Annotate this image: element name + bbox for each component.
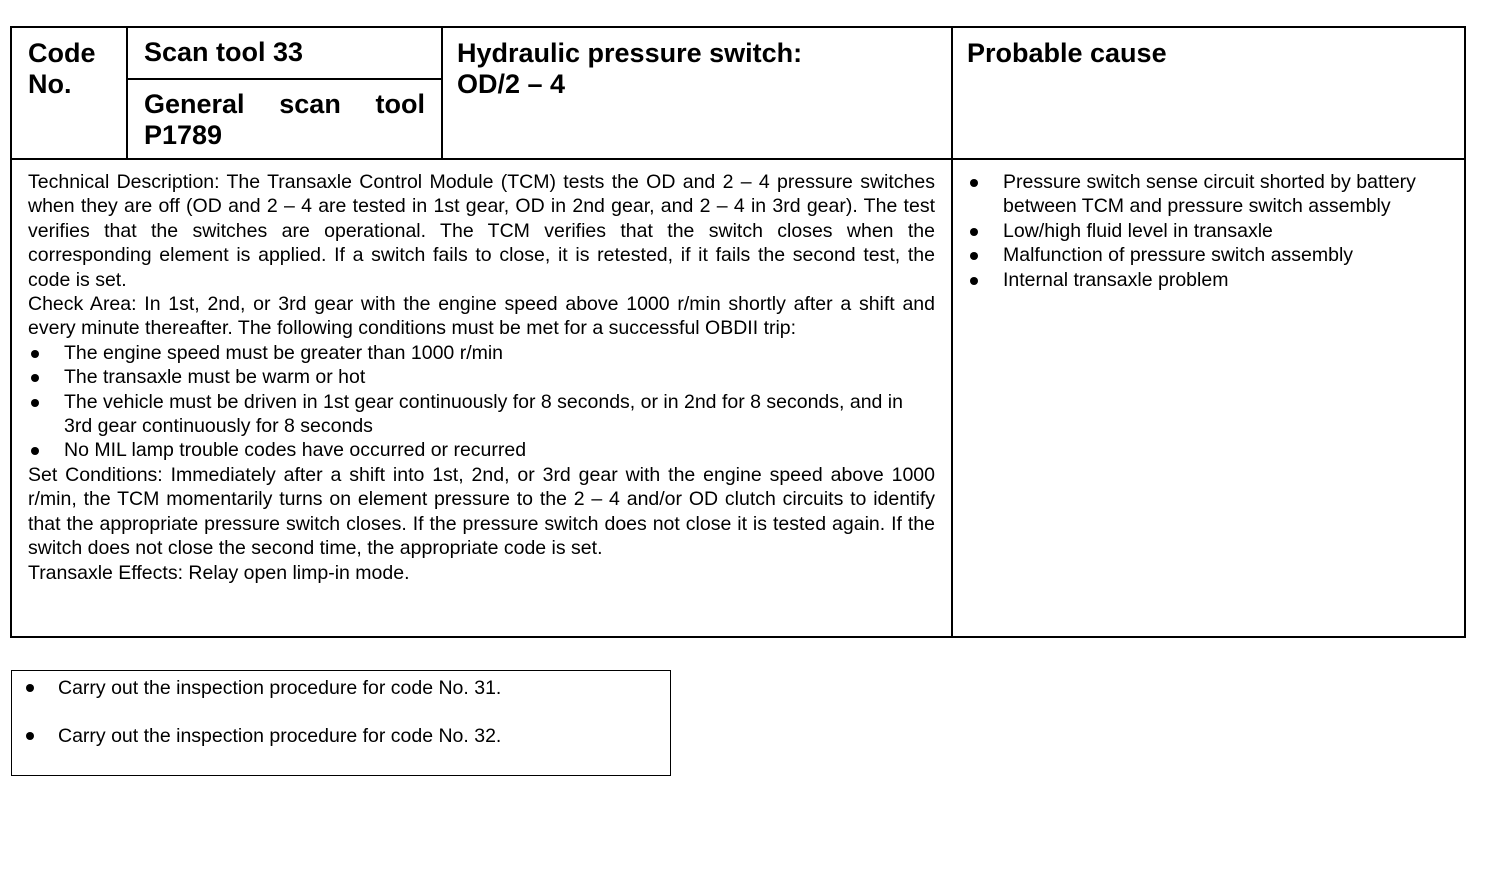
- general-scan-tool-header: [127, 79, 442, 159]
- bullet-icon: [31, 447, 39, 455]
- bullet-icon: [26, 732, 34, 740]
- switch-title-line1: Hydraulic pressure switch:: [457, 38, 803, 68]
- switch-title-header: [442, 27, 952, 159]
- cause-list: [967, 170, 1448, 292]
- code-no-header: [11, 27, 127, 159]
- list-item: Internal transaxle problem: [967, 268, 1448, 292]
- bullet-icon: [31, 374, 39, 382]
- list-item: The vehicle must be driven in 1st gear continuously for 8 seconds, or in 2nd for 8 seconds, and in 3rd gear continuously for 8 seconds: [28, 390, 935, 439]
- diagnostic-code-table: [10, 26, 1466, 638]
- scan-tool-33-header: Scan tool 33: [127, 27, 442, 79]
- inspection-item: Carry out the inspection procedure for code No. 31.: [24, 676, 501, 700]
- bullet-icon: [31, 350, 39, 358]
- list-item: Malfunction of pressure switch assembly: [967, 243, 1448, 267]
- switch-title-line2: OD/2 – 4: [457, 69, 566, 99]
- bullet-icon: [970, 179, 978, 187]
- list-item: Low/high fluid level in transaxle: [967, 219, 1448, 243]
- list-item: No MIL lamp trouble codes have occurred or recurred: [28, 438, 935, 462]
- general-scan-tool-label: General scan tool: [144, 89, 425, 119]
- list-item: The transaxle must be warm or hot: [28, 365, 935, 389]
- inspection-procedure-box: [11, 670, 671, 776]
- no-label: No.: [28, 69, 72, 99]
- technical-description: Technical Description: The Transaxle Control Module (TCM) tests the OD and 2 – 4 pressure switches when they are off (OD and 2 – 4 are tested in 1st gear, OD in 2nd gear, and 2 – 4 in 3rd gear). The test verifies that the switches are operational. The TCM verifies that the switch closes when the corresponding element is applied. If a switch fails to close, it is retested, if it fails the second test, the code is set.: [28, 171, 935, 291]
- bullet-icon: [970, 252, 978, 260]
- probable-cause-header: Probable cause: [952, 27, 1465, 159]
- description-cell: [11, 159, 952, 637]
- check-area: Check Area: In 1st, 2nd, or 3rd gear with the engine speed above 1000 r/min shortly after a shift and every minute thereafter. The following conditions must be met for a successful OBDII trip:: [28, 293, 935, 340]
- list-item: Pressure switch sense circuit shorted by battery between TCM and pressure switch assembly: [967, 170, 1448, 219]
- bullet-icon: [26, 684, 34, 692]
- set-conditions: Set Conditions: Immediately after a shift into 1st, 2nd, or 3rd gear with the engine speed above 1000 r/min, the TCM momentarily turns on element pressure to the 2 – 4 and/or OD clutch circuits to identify that the appropriate pressure switch closes. If the pressure switch does not close it is tested again. If the switch does not close the second time, the appropriate code is set.: [28, 463, 935, 560]
- general-scan-code: P1789: [144, 120, 223, 150]
- probable-cause-cell: [952, 159, 1465, 637]
- list-item: The engine speed must be greater than 1000 r/min: [28, 341, 935, 365]
- code-label: Code: [28, 38, 96, 68]
- trip-conditions-list: [28, 341, 935, 463]
- transaxle-effects: Transaxle Effects: Relay open limp-in mode.: [28, 561, 410, 584]
- bullet-icon: [31, 399, 39, 407]
- inspection-item: Carry out the inspection procedure for code No. 32.: [24, 724, 501, 748]
- bullet-icon: [970, 228, 978, 236]
- bullet-icon: [970, 277, 978, 285]
